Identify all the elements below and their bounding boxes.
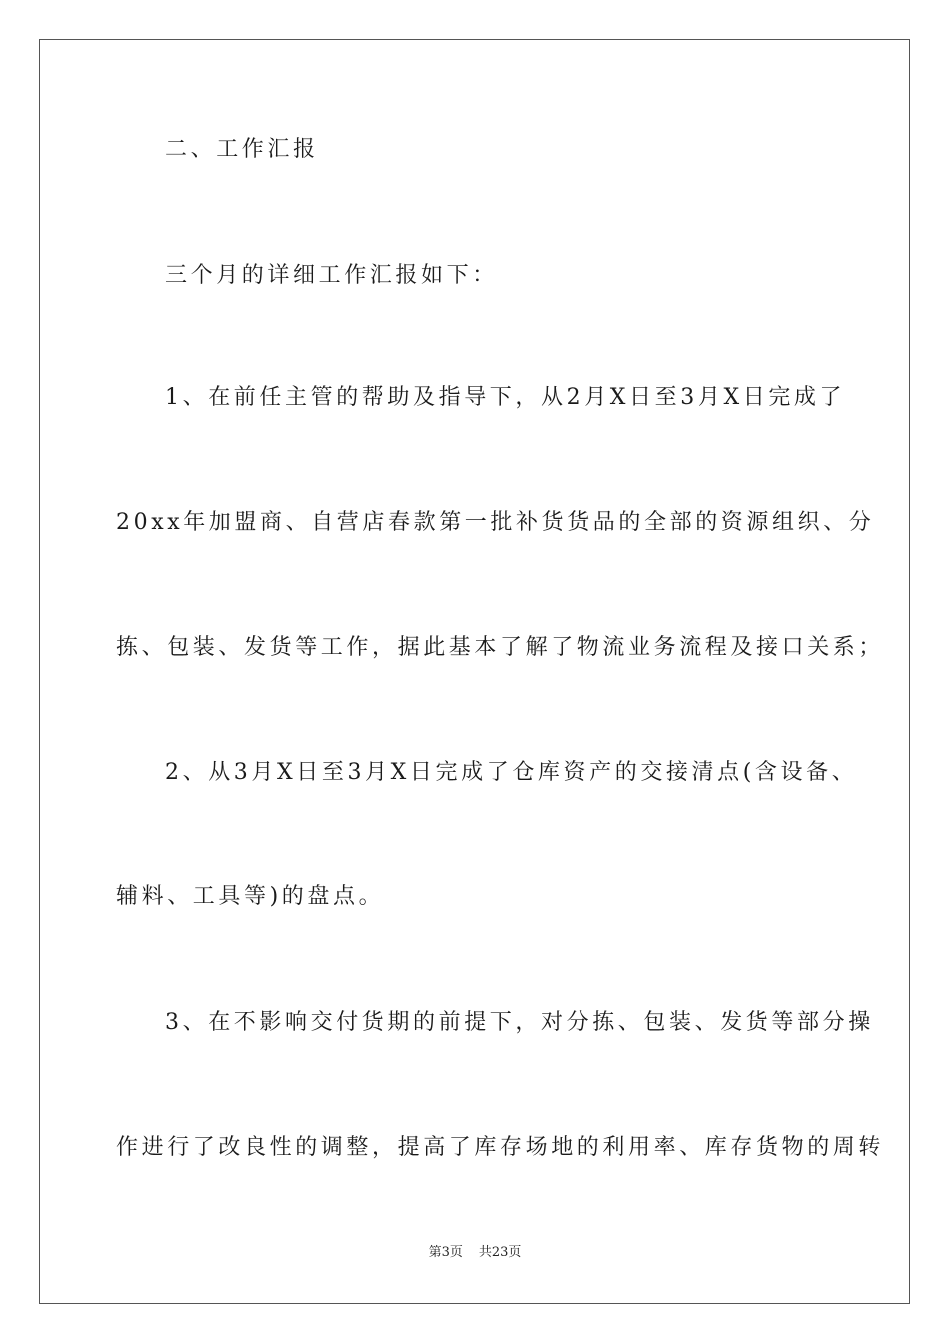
- paragraph-2-line-2: 辅料、工具等)的盘点。: [116, 884, 385, 909]
- paragraph-3-line-1: 3、在不影响交付货期的前提下，对分拣、包装、发货等部分操: [165, 1010, 874, 1035]
- intro-paragraph: 三个月的详细工作汇报如下：: [165, 263, 498, 288]
- page-number: 第3页: [428, 1245, 463, 1260]
- page-total: 共23页: [478, 1245, 522, 1260]
- section-heading: 二、工作汇报: [165, 137, 319, 162]
- page-footer: [0, 1244, 950, 1262]
- paragraph-3-line-2: 作进行了改良性的调整，提高了库存场地的利用率、库存货物的周转: [116, 1135, 885, 1160]
- paragraph-1-line-1: 1、在前任主管的帮助及指导下，从2月X日至3月X日完成了: [165, 385, 846, 410]
- page-border: [39, 39, 910, 1304]
- paragraph-1-line-3: 拣、包装、发货等工作，据此基本了解了物流业务流程及接口关系；: [116, 635, 885, 660]
- paragraph-1-line-2: 20xx年加盟商、自营店春款第一批补货货品的全部的资源组织、分: [116, 510, 875, 535]
- paragraph-2-line-1: 2、从3月X日至3月X日完成了仓库资产的交接清点(含设备、: [165, 760, 858, 785]
